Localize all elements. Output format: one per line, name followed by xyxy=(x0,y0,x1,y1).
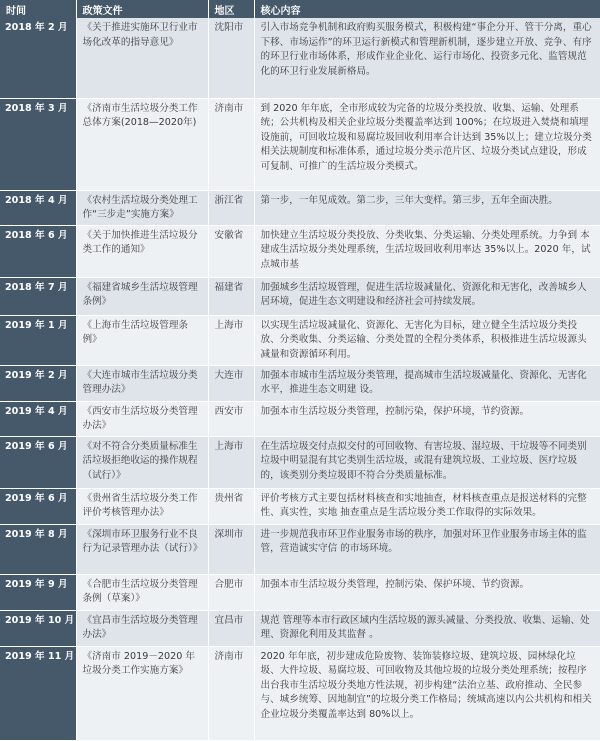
row-core-content: 评价考核方式主要包括材料核查和实地抽查，材料核查重点是报送材料的完整性、真实性，实地 抽查重点是生活垃圾分类工作取得的实际效果。 xyxy=(254,488,600,524)
table-row xyxy=(0,98,600,190)
row-policy-document: 《关于加快推进生活垃圾分类工作的通知》 xyxy=(76,225,208,277)
table-row xyxy=(0,277,600,315)
row-time: 2018 年 4 月 xyxy=(0,190,76,225)
row-region: 贵州省 xyxy=(208,488,254,524)
row-region: 上海市 xyxy=(208,315,254,365)
table-row xyxy=(0,646,600,740)
table-row xyxy=(0,365,600,401)
row-time: 2018 年 6 月 xyxy=(0,225,76,277)
row-policy-document: 《农村生活垃圾分类处理工作“三步走”实施方案》 xyxy=(76,190,208,225)
row-core-content: 到 2020 年年底，全市形成较为完备的垃圾分类投放、收集、运输、处理系统；公共机构及相关企业垃圾分类覆盖率达到 100%；在垃圾进入焚烧和填埋设施前，可回收垃圾和易腐垃圾回收利用率合计达到 35%以上；建立垃圾分类相关法规制度和标准体系，通过垃圾分类示范片区、垃圾分类试点建设，形成可复制、可推广的生活垃圾分类模式。 xyxy=(254,98,600,190)
row-region: 上海市 xyxy=(208,436,254,488)
row-region: 济南市 xyxy=(208,646,254,740)
header-region: 地区 xyxy=(208,0,254,18)
row-region: 合肥市 xyxy=(208,574,254,610)
row-time: 2018 年 3 月 xyxy=(0,98,76,190)
table-row xyxy=(0,610,600,646)
row-core-content: 规范 管理等本市行政区域内生活垃圾的源头减量、分类投放、收集、运输、处理、资源化利用及其监督 。 xyxy=(254,610,600,646)
row-time: 2018 年 2 月 xyxy=(0,18,76,98)
row-time: 2019 年 6 月 xyxy=(0,488,76,524)
table-row xyxy=(0,436,600,488)
row-region: 沈阳市 xyxy=(208,18,254,98)
table-row xyxy=(0,18,600,98)
row-region: 福建省 xyxy=(208,277,254,315)
row-core-content: 在生活垃圾交付点拟交付的可回收物、有害垃圾、湿垃圾、干垃圾等不同类别垃圾中明显混有其它类别生活垃圾，或混有建筑垃圾、工业垃圾、医疗垃圾的，该类别分类垃圾即不符合分类质量标准。 xyxy=(254,436,600,488)
table-row xyxy=(0,524,600,574)
row-policy-document: 《福建省城乡生活垃圾管理条例》 xyxy=(76,277,208,315)
row-time: 2019 年 10 月 xyxy=(0,610,76,646)
row-policy-document: 《深圳市环卫服务行业不良行为记录管理办法（试行）》 xyxy=(76,524,208,574)
row-region: 宜昌市 xyxy=(208,610,254,646)
row-core-content: 引入市场竞争机制和政府购买服务模式，积极构建“事企分开、管干分离，重心下移、市场运作”的环卫运行新模式和管理新机制，逐步建立开放、竞争、有序的环卫行业市场体系，形成作业企业化、运行市场化、投资多元化、监管规范化的环卫行业发展新格局。 xyxy=(254,18,600,98)
row-core-content: 加快建立生活垃圾分类投放、分类收集、分类运输、分类处理系统。力争到 本建成生活垃圾分类处理系统，生活垃圾回收利用率达 35%以上。2020 年，试点城市基 xyxy=(254,225,600,277)
table-row xyxy=(0,488,600,524)
row-region: 安徽省 xyxy=(208,225,254,277)
row-core-content: 加强城乡生活垃圾管理，促进生活垃圾减量化、资源化和无害化，改善城乡人居环境，促进生态文明建设和经济社会可持续发展。 xyxy=(254,277,600,315)
row-policy-document: 《济南市生活垃圾分类工作总体方案(2018—2020年) xyxy=(76,98,208,190)
row-region: 浙江省 xyxy=(208,190,254,225)
row-time: 2019 年 11 月 xyxy=(0,646,76,740)
header-core-content: 核心内容 xyxy=(254,0,600,18)
row-core-content: 以实现生活垃圾减量化、资源化、无害化为目标，建立健全生活垃圾分类投放、分类收集、分类运输、分类处置的全程分类体系，积极推进生活垃圾源头减量和资源循环利用。 xyxy=(254,315,600,365)
header-time: 时间 xyxy=(0,0,76,18)
row-region: 深圳市 xyxy=(208,524,254,574)
row-policy-document: 《西安市生活垃圾分类管理办法》 xyxy=(76,401,208,436)
row-policy-document: 《大连市城市生活垃圾分类管理办法》 xyxy=(76,365,208,401)
row-core-content: 第一步，一年见成效。第二步，三年大变样。第三步，五年全面决胜。 xyxy=(254,190,600,225)
row-core-content: 加强本市城市生活垃圾分类管理，提高城市生活垃圾减量化、资源化、无害化水平，推进生态文明建 设。 xyxy=(254,365,600,401)
row-time: 2019 年 4 月 xyxy=(0,401,76,436)
row-time: 2019 年 6 月 xyxy=(0,436,76,488)
table-row xyxy=(0,574,600,610)
row-region: 西安市 xyxy=(208,401,254,436)
row-core-content: 加强本市生活垃圾分类管理，控制污染，保护环境，节约资源。 xyxy=(254,401,600,436)
table-header xyxy=(0,0,600,18)
row-region: 大连市 xyxy=(208,365,254,401)
row-core-content: 进一步规范我市环卫作业服务市场的秩序，加强对环卫作业服务市场主体的监管，营造诚实守信 的市场环境。 xyxy=(254,524,600,574)
table-row xyxy=(0,315,600,365)
table-row xyxy=(0,190,600,225)
table-body xyxy=(0,18,600,740)
table-row xyxy=(0,401,600,436)
table-row xyxy=(0,225,600,277)
row-time: 2019 年 2 月 xyxy=(0,365,76,401)
row-policy-document: 《宜昌市生活垃圾分类管理办法》 xyxy=(76,610,208,646)
row-policy-document: 《对不符合分类质量标准生活垃圾拒绝收运的操作规程（试行）》 xyxy=(76,436,208,488)
row-policy-document: 《贵州省生活垃圾分类工作评价考核管理办法》 xyxy=(76,488,208,524)
row-policy-document: 《济南市 2019－2020 年垃圾分类工作实施方案》 xyxy=(76,646,208,740)
row-time: 2019 年 9 月 xyxy=(0,574,76,610)
header-policy-document: 政策文件 xyxy=(76,0,208,18)
row-core-content: 2020 年年底，初步建成危险废物、装饰装修垃圾、建筑垃圾、园林绿化垃圾、大件垃圾、易腐垃圾、可回收物及其他垃圾的垃圾分类处理系统；按程序出台我市生活垃圾分类地方性法规，初步构建“法治立基、政府推动、全民参与、城乡统筹、因地制宜”的垃圾分类工作格局；统城高速以内公共机构和相关企业垃圾分类覆盖率达到 80%以上。 xyxy=(254,646,600,740)
row-core-content: 加强本市生活垃圾分类管理，控制污染、保护环境、节约资源。 xyxy=(254,574,600,610)
row-time: 2018 年 7 月 xyxy=(0,277,76,315)
row-region: 济南市 xyxy=(208,98,254,190)
row-policy-document: 《上海市生活垃圾管理条例》 xyxy=(76,315,208,365)
row-time: 2019 年 8 月 xyxy=(0,524,76,574)
row-policy-document: 《合肥市生活垃圾分类管理条例（草案）》 xyxy=(76,574,208,610)
row-policy-document: 《关于推进实施环卫行业市场化改革的指导意见》 xyxy=(76,18,208,98)
row-time: 2019 年 1 月 xyxy=(0,315,76,365)
